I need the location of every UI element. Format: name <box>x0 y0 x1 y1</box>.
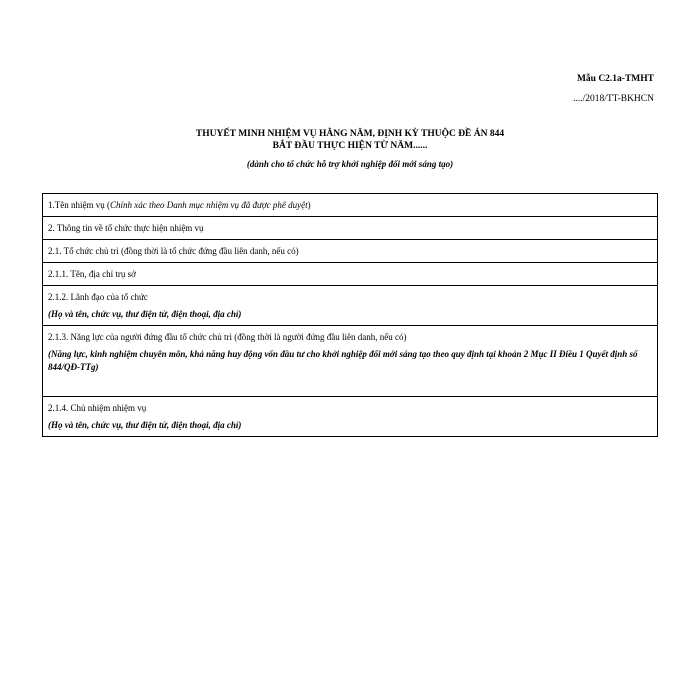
document-title-line-2: BẮT ĐẦU THỰC HIỆN TỪ NĂM...... <box>272 141 428 151</box>
form-table <box>42 193 658 437</box>
task-leader-label: 2.1.4. Chủ nhiệm nhiệm vụ <box>48 403 147 413</box>
task-name-label: 1.Tên nhiệm vụ ( <box>48 200 110 210</box>
document-subtitle: (dành cho tổ chức hỗ trợ khởi nghiệp đổi mới sáng tạo) <box>246 159 454 169</box>
task-leader-note: (Họ và tên, chức vụ, thư điện tử, điện thoại, địa chỉ) <box>48 420 242 430</box>
form-code: Mẫu C2.1a-TMHT <box>576 74 654 84</box>
row-task-name[interactable] <box>43 194 657 217</box>
form-reference: ..../2018/TT-BKHCN <box>573 94 654 104</box>
row-name-address[interactable] <box>43 263 657 286</box>
organization-info-label: 2. Thông tin về tổ chức thực hiện nhiệm vụ <box>48 223 204 233</box>
document-title-line-1: THUYẾT MINH NHIỆM VỤ HẰNG NĂM, ĐỊNH KỲ THUỘC ĐỀ ÁN 844 <box>195 129 505 139</box>
leader-capacity-note: (Năng lực, kinh nghiệm chuyên môn, khả năng huy động vốn đầu tư cho khởi nghiệp đổi mới sáng tạo theo quy định tại khoản 2 Mục II Điều 1 Quyết định số 844/QĐ-TTg) <box>48 349 638 372</box>
row-leadership[interactable] <box>43 286 657 326</box>
row-host-organization[interactable] <box>43 240 657 263</box>
task-name-close: ) <box>307 200 311 210</box>
host-organization-label: 2.1. Tổ chức chủ trì (đồng thời là tổ chức đứng đầu liên danh, nếu có) <box>48 246 299 256</box>
row-task-leader[interactable] <box>43 397 657 436</box>
title-block <box>0 128 700 170</box>
leadership-note: (Họ và tên, chức vụ, thư điện tử, điện thoại, địa chỉ) <box>48 309 242 319</box>
name-address-label: 2.1.1. Tên, địa chỉ trụ sở <box>48 269 136 279</box>
row-organization-info[interactable] <box>43 217 657 240</box>
row-leader-capacity[interactable] <box>43 326 657 397</box>
task-name-hint: Chính xác theo Danh mục nhiệm vụ đã được phê duyệt <box>110 200 308 210</box>
leader-capacity-label: 2.1.3. Năng lực của người đứng đầu tổ chức chủ trì (đồng thời là người đứng đầu liên danh, nếu có) <box>48 332 407 342</box>
leadership-label: 2.1.2. Lãnh đạo của tổ chức <box>48 292 148 302</box>
